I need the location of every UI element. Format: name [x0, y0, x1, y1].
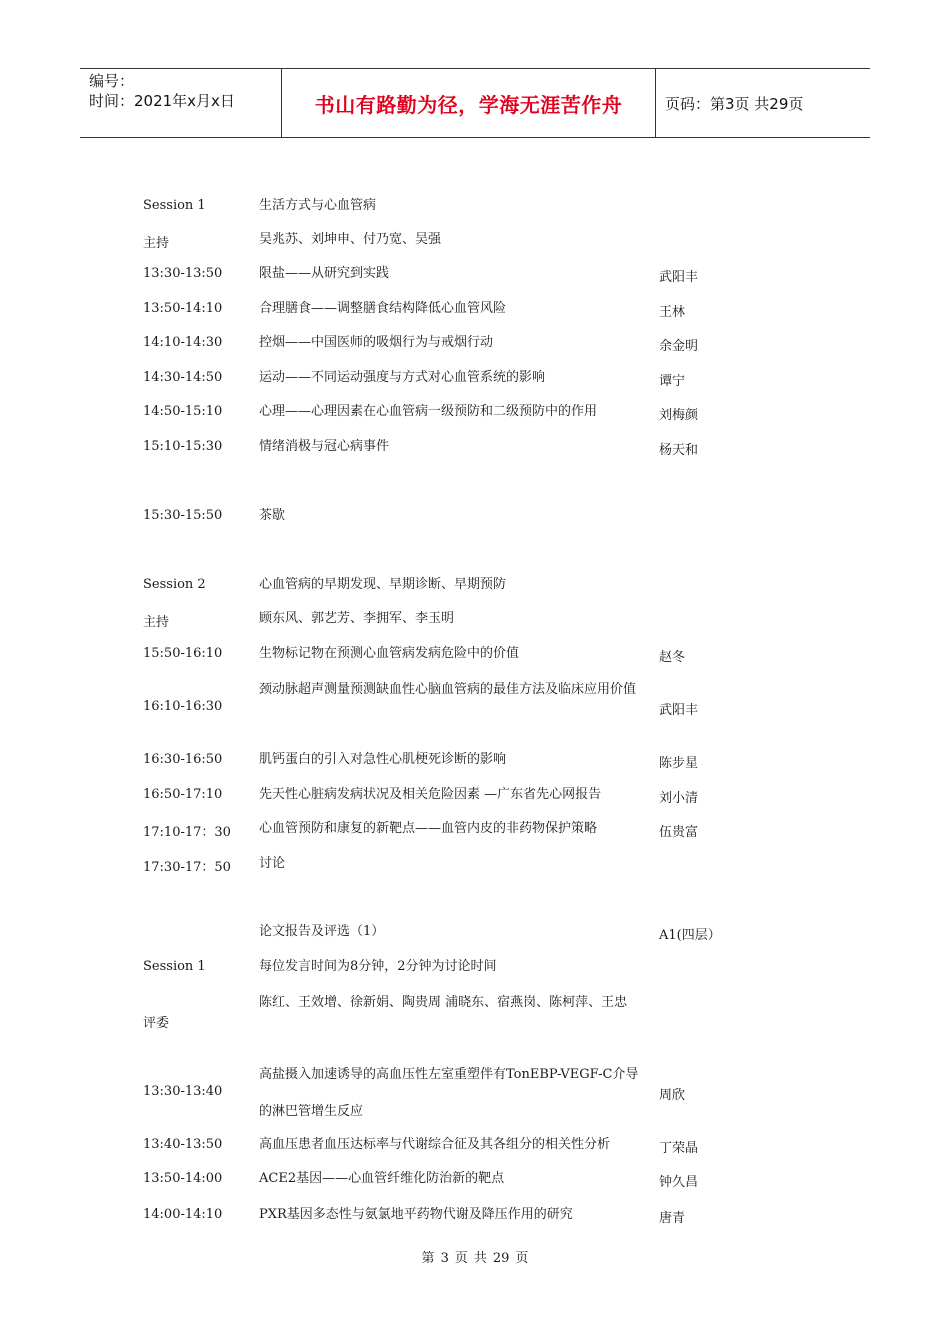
row-title: 顾东风、郭艺芳、李拥军、李玉明: [259, 611, 455, 626]
row-title: 心血管预防和康复的新靶点——血管内皮的非药物保护策略: [259, 821, 598, 836]
row-time: 14:10-14:30: [143, 335, 223, 350]
row-time: 13:40-13:50: [143, 1137, 223, 1152]
row-title: 高血压患者血压达标率与代谢综合征及其各组分的相关性分析: [259, 1137, 611, 1152]
row-time: 15:50-16:10: [143, 646, 223, 661]
row-time: 14:30-14:50: [143, 370, 223, 385]
row-speaker: 余金明: [659, 339, 699, 354]
row-title: 陈红、王效增、徐新娟、陶贵周 浦晓东、宿燕岗、陈柯萍、王忠: [259, 995, 628, 1010]
row-title: 高盐摄入加速诱导的高血压性左室重塑伴有TonEBP-VEGF-C介导的淋巴管增生反应: [259, 1067, 639, 1119]
row-speaker: 武阳丰: [659, 703, 699, 718]
row-speaker: 伍贵富: [659, 825, 699, 840]
header-motto: 书山有路勤为径，学海无涯苦作舟: [282, 69, 656, 137]
row-time: Session 1: [143, 959, 206, 974]
footer-gong: 共: [473, 1251, 487, 1266]
row-title: 限盐——从研究到实践: [259, 266, 390, 281]
row-title: 每位发言时间为8分钟，2分钟为讨论时间: [259, 959, 497, 974]
row-time: 16:30-16:50: [143, 752, 223, 767]
row-title: 合理膳食——调整膳食结构降低心血管风险: [259, 301, 507, 316]
row-title: 心理——心理因素在心血管病一级预防和二级预防中的作用: [259, 404, 598, 419]
row-title: 颈动脉超声测量预测缺血性心脑血管病的最佳方法及临床应用价值: [259, 682, 637, 697]
row-time: 16:10-16:30: [143, 699, 223, 714]
row-time: Session 1: [143, 198, 206, 213]
row-speaker: 武阳丰: [659, 270, 699, 285]
footer-di: 第: [421, 1251, 435, 1266]
row-time: 13:50-14:10: [143, 301, 223, 316]
row-speaker: 杨天和: [659, 443, 699, 458]
row-time: 主持: [143, 236, 170, 251]
footer-ye2: 页: [515, 1251, 529, 1266]
document-date-label: 时间：2021年x月x日: [89, 92, 235, 110]
row-speaker: 唐青: [659, 1211, 686, 1226]
row-time: 13:50-14:00: [143, 1171, 223, 1186]
header-page-info: 页码：第3页 共29页: [665, 94, 804, 113]
row-time: 17:10-17：30: [143, 825, 231, 840]
row-speaker: 王林: [659, 305, 686, 320]
row-title: ACE2基因——心血管纤维化防治新的靶点: [259, 1171, 505, 1186]
row-time: 评委: [143, 1016, 170, 1031]
row-time: 13:30-13:50: [143, 266, 223, 281]
row-speaker: 刘小清: [659, 791, 699, 806]
footer-ye: 页: [454, 1251, 468, 1266]
row-speaker: 钟久昌: [659, 1175, 699, 1190]
row-speaker: 刘梅颜: [659, 408, 699, 423]
row-title: 吴兆苏、刘坤申、付乃宽、吴强: [259, 232, 442, 247]
row-time: 16:50-17:10: [143, 787, 223, 802]
row-speaker: 谭宁: [659, 374, 686, 389]
row-title: 生物标记物在预测心血管病发病危险中的价值: [259, 646, 520, 661]
row-time: 13:30-13:40: [143, 1084, 223, 1099]
row-title: 情绪消极与冠心病事件: [259, 439, 390, 454]
document-number-label: 编号：: [89, 72, 135, 90]
row-time: 14:50-15:10: [143, 404, 223, 419]
row-title: 先天性心脏病发病状况及相关危险因素 —广东省先心网报告: [259, 787, 602, 802]
row-title: 运动——不同运动强度与方式对心血管系统的影响: [259, 370, 546, 385]
row-time: Session 2: [143, 577, 206, 592]
header-meta: [80, 69, 282, 137]
row-time: 主持: [143, 615, 170, 630]
row-speaker: 赵冬: [659, 650, 686, 665]
row-title: 茶歇: [259, 508, 286, 523]
row-title: 控烟——中国医师的吸烟行为与戒烟行动: [259, 335, 494, 350]
row-speaker: 丁荣晶: [659, 1141, 699, 1156]
row-title: 讨论: [259, 856, 286, 871]
row-title: 心血管病的早期发现、早期诊断、早期预防: [259, 577, 507, 592]
row-speaker: 周欣: [659, 1088, 686, 1103]
page-footer: [0, 1247, 950, 1266]
row-time: 17:30-17：50: [143, 860, 231, 875]
row-time: 14:00-14:10: [143, 1207, 223, 1222]
page-header: [80, 68, 870, 138]
row-speaker: 陈步星: [659, 756, 699, 771]
footer-page-number: 3: [440, 1251, 449, 1266]
row-time: 15:10-15:30: [143, 439, 223, 454]
footer-total-pages: 29: [492, 1251, 510, 1266]
row-title: 生活方式与心血管病: [259, 198, 377, 213]
row-title: 肌钙蛋白的引入对急性心肌梗死诊断的影响: [259, 752, 507, 767]
row-title: 论文报告及评选（1）: [259, 924, 385, 939]
row-time: 15:30-15:50: [143, 508, 223, 523]
row-title: PXR基因多态性与氨氯地平药物代谢及降压作用的研究: [259, 1207, 573, 1222]
row-room: A1(四层）: [659, 928, 721, 943]
